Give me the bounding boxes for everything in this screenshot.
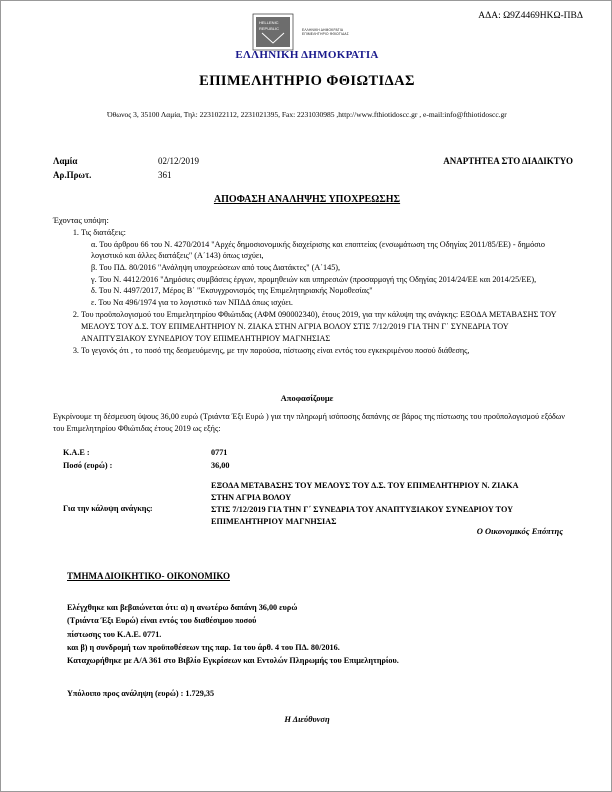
list-item-text: Τις διατάξεις: (81, 228, 126, 237)
field-row-kae (63, 448, 523, 461)
field-label-amount: Ποσό (ευρώ) : (63, 461, 113, 470)
meta-city-label: Λαμία (53, 156, 78, 166)
audit-line-5: Καταχωρήθηκε με Α/Α 361 στο Βιβλίο Εγκρίσεων και Εντολών Πληρωμής του Επιμελητηρίου. (67, 656, 399, 666)
field-label-kae: Κ.Α.Ε : (63, 448, 90, 457)
meta-protocol-label: Αρ.Πρωτ. (53, 170, 92, 180)
list-item (81, 227, 565, 308)
svg-text:REPUBLIC: REPUBLIC (259, 26, 280, 31)
audit-line-1: Ελέγχθηκε και βεβαιώνεται ότι: α) η ανωτέρω δαπάνη 36,00 ευρώ (67, 603, 298, 612)
svg-text:HELLENIC: HELLENIC (259, 20, 279, 25)
audit-line-2: (Τριάντα Έξι Ευρώ) είναι εντός του διαθέσιμου ποσού (67, 616, 257, 626)
contact-line: Όθωνος 3, 35100 Λαμία, Τηλ: 2231022112, 2231021395, Fax: 2231030985 ,http://www.fthiotidoscc.gr , e-mail:info@fthiotidoscc.gr (107, 110, 507, 119)
meta-protocol-value: 361 (158, 170, 172, 180)
legal-basis-list (53, 227, 565, 358)
field-value-amount: 36,00 (211, 461, 230, 470)
audit-line-3: πίστωσης του Κ.Α.Ε. 0771. (67, 629, 162, 639)
chamber-title: ΕΠΙΜΕΛΗΤΗΡΙΟ ΦΘΙΩΤΙΔΑΣ (199, 73, 415, 89)
decide-heading: Αποφασίζουμε (280, 393, 334, 403)
audit-line-4: και β) η συνδρομή των προϋποθέσεων της παρ. 1α του άρθ. 4 του ΠΔ. 80/2016. (67, 642, 340, 652)
field-value-kae: 0771 (211, 448, 228, 457)
list-item: 2. Του προϋπολογισμού του Επιμελητηρίου Φθιώτιδας (ΑΦΜ 090002340), έτους 2019, για την κάλυψη της ανάγκης: ΕΞΟΔΑ ΜΕΤΑΒΑΣΗΣ ΤΟΥ ΜΕΛΟΥΣ ΤΟΥ Δ.Σ. ΤΟΥ ΕΠΙΜΕΛΗΤΗΡΙΟΥ Ν. ΖΙΑΚΑ ΣΤΗΝ ΑΓΡΙΑ ΒΟΛΟΥ ΣΤΙΣ 7/12/2019 ΓΙΑ ΤΗΝ Γ΄ ΣΥΝΕΔΡΙΑ ΤΟΥ ΑΝΑΠΤΥΞΙΑΚΟΥ ΣΥΝΕΔΡΙΟΥ ΤΟΥ ΕΠΙΜΕΛΗΤΗΡΙΟΥ ΜΑΓΝΗΣΙΑΣ (81, 309, 565, 344)
greek-coat-of-arms-icon (252, 13, 294, 51)
sublist-item: γ. Του Ν. 4412/2016 "Δημόσιες συμβάσεις έργων, προμηθειών και υπηρεσιών (προσαρμογή της Οδηγίας 2014/24/ΕΕ και 2014/25/ΕΕ), (91, 274, 537, 284)
page-title: ΑΠΟΦΑΣΗ ΑΝΑΛΗΨΗΣ ΥΠΟΧΡΕΩΣΗΣ (213, 194, 401, 205)
field-value-purpose-a: ΕΞΟΔΑ ΜΕΤΑΒΑΣΗΣ ΤΟΥ ΜΕΛΟΥΣ ΤΟΥ Δ.Σ. ΤΟΥ ΕΠΙΜΕΛΗΤΗΡΙΟΥ Ν. ΖΙΑΚΑ ΣΤΗΝ ΑΓΡΙΑ ΒΟΛΟΥ (211, 481, 519, 502)
sublist-item: β. Του ΠΔ. 80/2016 "Ανάληψη υποχρεώσεων από τους Διατάκτες" (Α΄145), (91, 262, 341, 272)
publication-status: ΑΝΑΡΤΗΤΕΑ ΣΤΟ ΔΙΑΔΙΚΤΥΟ (443, 156, 573, 166)
budget-fields (63, 448, 523, 528)
emblem-block (1, 13, 612, 51)
sublist-item: α. Του άρθρου 66 του Ν. 4270/2014 "Αρχές δημοσιονομικής διαχείρισης και εποπτείας (ενσωμάτωση της Οδηγίας 2011/85/ΕΕ) - δημόσιο λογιστικό και άλλες διατάξεις" (Α΄143) όπως ισχύει, (91, 239, 545, 261)
field-value-purpose-b: ΣΤΙΣ 7/12/2019 ΓΙΑ ΤΗΝ Γ΄ ΣΥΝΕΔΡΙΑ ΤΟΥ ΑΝΑΠΤΥΞΙΑΚΟΥ ΣΥΝΕΔΡΙΟΥ ΤΟΥ ΕΠΙΜΕΛΗΤΗΡΙΟΥ ΜΑΓΝΗΣΙΑΣ (211, 504, 514, 526)
hellenic-republic-title: ΕΛΛΗΝΙΚΗ ΔΗΜΟΚΡΑΤΙΑ (235, 49, 379, 61)
meta-row-city (53, 156, 573, 170)
sublist (81, 239, 565, 309)
direction-signature-label: Η Διεύθυνση (284, 714, 330, 724)
ada-number: ΑΔΑ: Ω9Ζ4469ΗΚΩ-ΠΒΔ (478, 11, 583, 21)
field-row-amount (63, 461, 523, 474)
field-label-purpose: Για την κάλυψη ανάγκης: (63, 503, 153, 513)
meta-row-protocol (53, 170, 573, 184)
remaining-amount: Υπόλοιπο προς ανάληψη (ευρώ) : 1.729,35 (67, 689, 215, 698)
field-row-purpose-line1 (63, 480, 523, 504)
emblem-caption: ΕΛΛΗΝΙΚΗ ΔΗΜΟΚΡΑΤΙΑ ΕΠΙΜΕΛΗΤΗΡΙΟ ΦΘΙΩΤΙΔΑΣ (302, 28, 349, 36)
meta-city-value: 02/12/2019 (158, 156, 200, 166)
preamble-label: Έχοντας υπόψη: (53, 215, 109, 225)
document-meta (53, 156, 573, 184)
decision-paragraph: Εγκρίνουμε τη δέσμευση ύψους 36,00 ευρώ (Τριάντα Έξι Ευρώ ) για την πληρωμή ισόποσης δαπάνης σε βάρος της πίστωσης του προϋπολογισμού εξόδων του Επιμελητηρίου Φθιώτιδας έτους 2019 ως εξής: (53, 412, 565, 433)
field-row-purpose (63, 504, 523, 528)
sublist-item: ε. Του Να 496/1974 για το λογιστικό των ΝΠΔΔ όπως ισχύει. (91, 297, 293, 307)
sublist-item: δ. Του Ν. 4497/2017, Μέρος Β΄ "Εκσυγχρονισμός της Επιμελητηριακής Νομοθεσίας" (91, 286, 373, 296)
supervisor-signature-label: Ο Οικονομικός Επόπτης (476, 526, 563, 536)
department-heading: ΤΜΗΜΑ ΔΙΟΙΚΗΤΙΚΟ- ΟΙΚΟΝΟΜΙΚΟ (67, 571, 230, 581)
list-item: 3. Το γεγονός ότι , το ποσό της δεσμευόμενης, με την παρούσα, πίστωσης είναι εντός του εγκεκριμένου ποσού διάθεσης, (81, 345, 565, 357)
audit-block (67, 601, 537, 667)
